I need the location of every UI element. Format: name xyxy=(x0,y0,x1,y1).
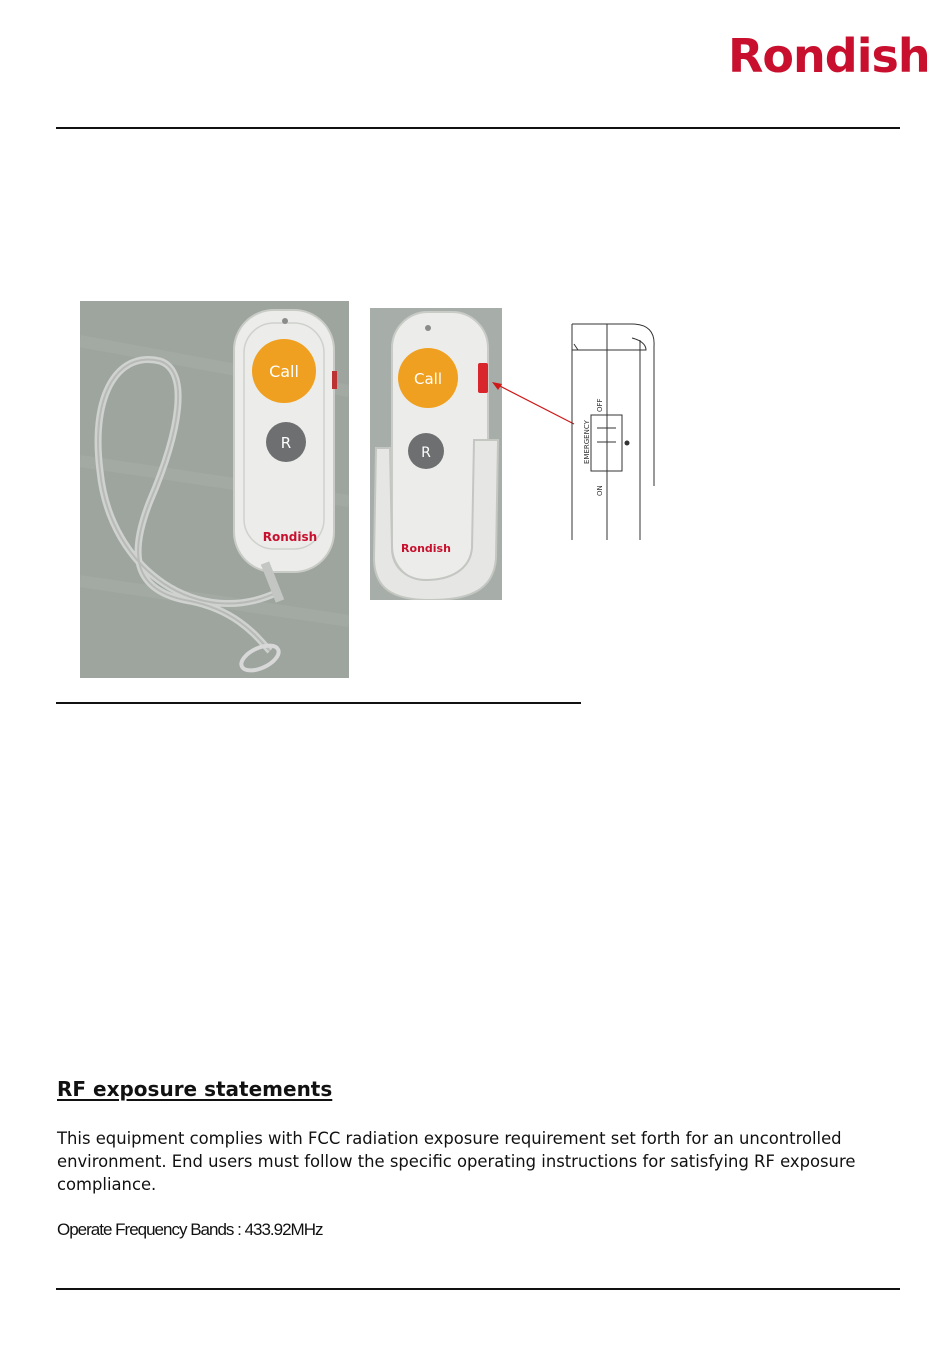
svg-text:Call: Call xyxy=(413,370,443,388)
frequency-bands: Operate Frequency Bands : 433.92MHz xyxy=(57,1220,323,1239)
header-divider xyxy=(56,127,900,129)
svg-text:EMERGENCY: EMERGENCY xyxy=(583,420,591,464)
svg-text:OFF: OFF xyxy=(596,398,604,412)
figure-divider xyxy=(56,702,581,704)
svg-text:Call: Call xyxy=(269,362,299,381)
device-with-cord-photo xyxy=(80,301,349,678)
svg-text:R: R xyxy=(421,445,431,461)
footer-divider xyxy=(56,1288,900,1290)
section-heading: RF exposure statements xyxy=(57,1077,333,1101)
svg-text:ON: ON xyxy=(596,485,604,496)
rf-exposure-paragraph: This equipment complies with FCC radiation exposure requirement set forth for an uncontrolled environment. End users must follow the specific operating instructions for satisfying RF exposure compliance. xyxy=(57,1129,856,1194)
svg-text:Rondish: Rondish xyxy=(262,530,318,544)
switch-side-diagram xyxy=(560,318,670,544)
svg-text:Rondish: Rondish xyxy=(401,542,451,555)
device-in-holder-photo xyxy=(370,308,502,600)
svg-text:R: R xyxy=(280,434,292,452)
brand-logo: Rondish xyxy=(728,29,930,83)
